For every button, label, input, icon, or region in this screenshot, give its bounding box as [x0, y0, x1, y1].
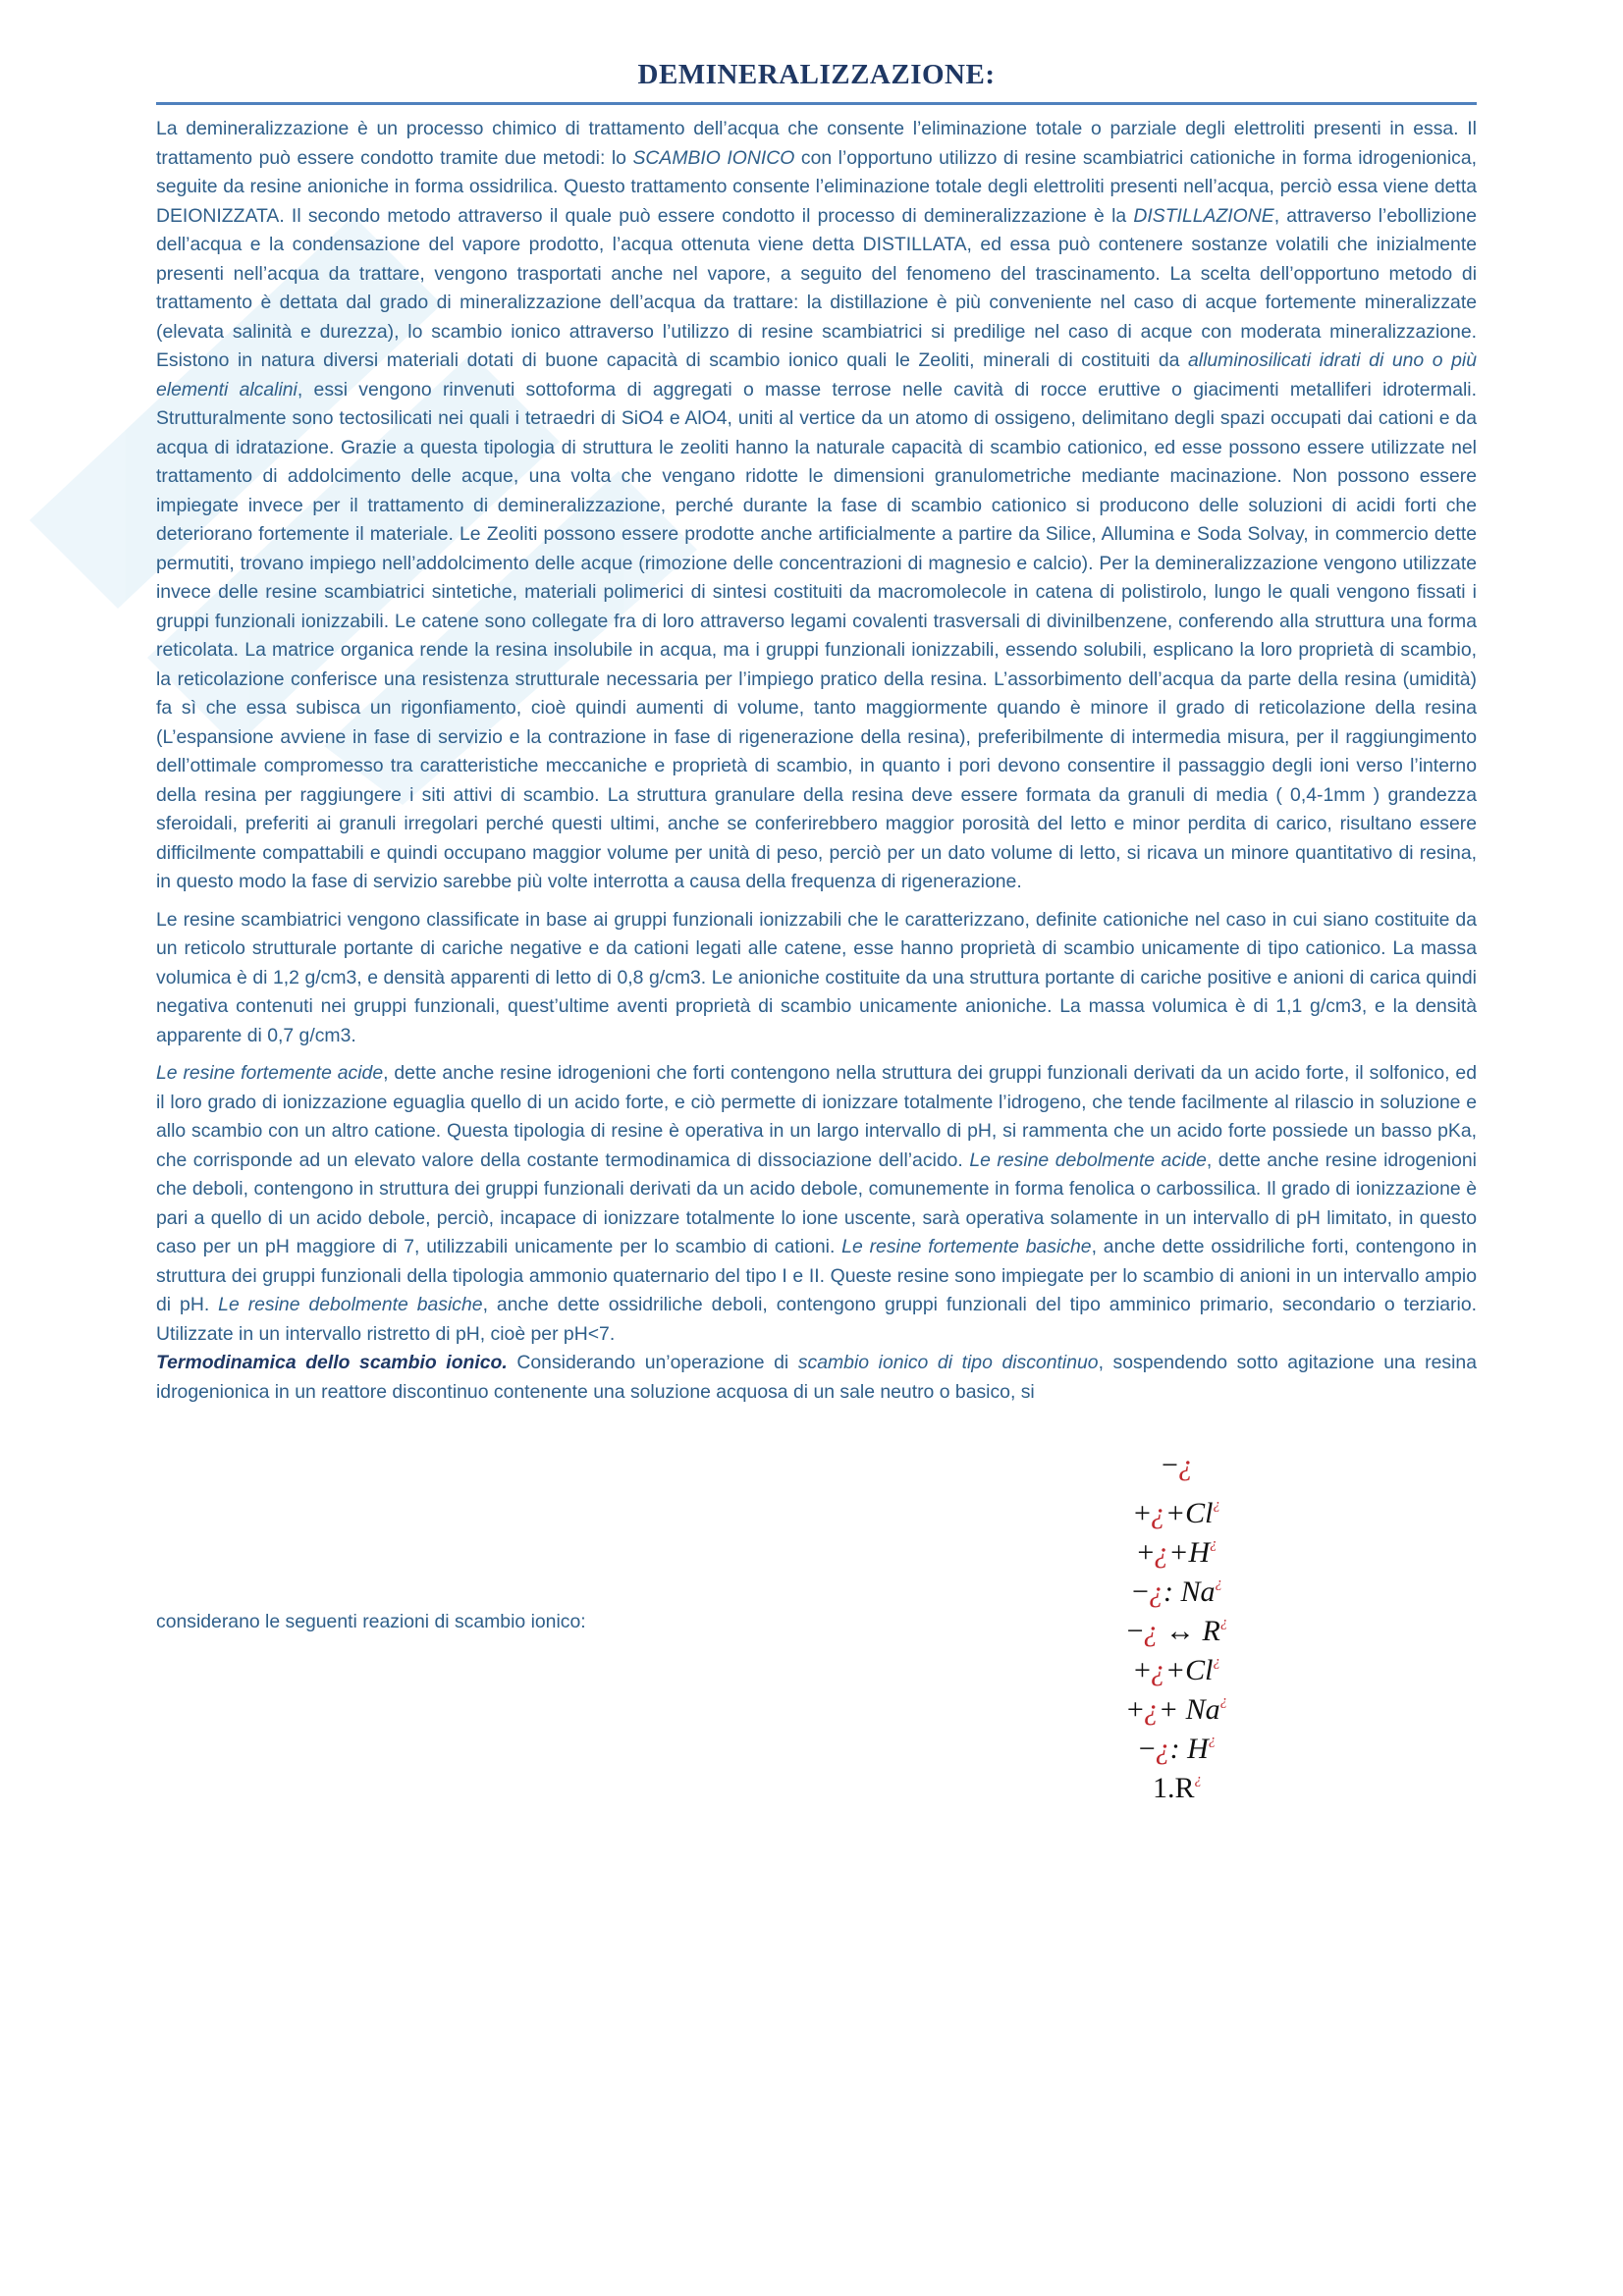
p3-emphasis-debolmente-basiche: Le resine debolmente basiche [218, 1294, 483, 1315]
reaction-section [156, 1446, 1477, 1858]
section-heading-termodinamica: Termodinamica dello scambio ionico. [156, 1352, 508, 1373]
p1-text-a: La demineralizzazione è un processo chimico di trattamento dell’acqua che consente l’eliminazione totale o parziale degli elettroliti presenti in essa. Il trattamento può essere condotto tramite due metodi: lo [156, 118, 1477, 169]
document-page [156, 57, 1477, 1858]
equation-line-3: +¿+H¿ [1137, 1536, 1217, 1569]
p1-emphasis-scambio-ionico: SCAMBIO IONICO [632, 146, 795, 169]
equation-line-2: +¿+Cl¿ [1133, 1497, 1220, 1529]
equation-line-4: −¿: Na¿ [1132, 1575, 1222, 1608]
p4-emphasis-discontinuo: scambio ionico di tipo discontinuo [797, 1352, 1099, 1373]
p3-text-d: , dette anche resine idrogenioni che deboli, contengono in struttura dei gruppi funzionali derivati da un acido debole, comunemente in forma fenolica o carbossilica. Il grado di ionizzazione è pari a quello di un acido debole, perciò, incapace di ionizzare totalmente lo ione uscente, sarà operativa solamente in un intervallo di pH limitato, in questo caso per un pH maggiore di 7, utilizzabili unicamente per lo scambio di cationi. [156, 1148, 1477, 1257]
equation-line-5: −¿ ↔ R¿ [1126, 1615, 1228, 1647]
p3-emphasis-fortemente-basiche: Le resine fortemente basiche [841, 1236, 1092, 1257]
p3-text-h: , anche dette ossidriliche deboli, contengono gruppi funzionali del tipo amminico primario, secondario o terziario. Utilizzate in un intervallo ristretto di pH, cioè per pH<7. [156, 1294, 1477, 1345]
p1-text-g: , essi vengono rinvenuti sottoforma di aggregati o masse terrose nelle cavità di rocce eruttive o giacimenti metalliferi idrotermali. Strutturalmente sono tectosilicati nei quali i tetraedri di SiO4 e AlO4, uniti al vertice da un atomo di ossigeno, delimitano degli spazi occupati dai cationi e da acqua di idratazione. Grazie a questa tipologia di struttura le zeoliti hanno la naturale capacità di scambio cationico, ed esse possono essere utilizzate nel trattamento di addolcimento delle acque, una volta che vengano ridotte le dimensioni granulometriche mediante macinazione. Non possono essere impiegate invece per il trattamento di demineralizzazione, perché durante la fase di scambio cationico si producono delle soluzioni di acidi forti che deteriorano fortemente il materiale. Le Zeoliti possono essere prodotte anche artificialmente a partire da Silice, Allumina e Soda Solvay, in commercio dette permutiti, trovano impiego nell’addolcimento delle acque (rimozione delle concentrazioni di magnesio e calcio). Per la demineralizzazione vengono utilizzate invece delle resine scambiatrici sintetiche, materiali polimerici di sintesi costituiti da macromolecole in catena di polistirolo, lungo le quali vengono fissati i gruppi funzionali ionizzabili. Le catene sono collegate fra di loro attraverso legami covalenti trasversali di divinilbenzene, conferendo alla struttura una forma reticolata. La matrice organica rende la resina insolubile in acqua, ma i gruppi funzionali ionizzabili, essendo solubili, esplicano la loro proprietà di scambio, la reticolazione conferisce una resistenza strutturale necessaria per l’impiego pratico della resina. L’assorbimento dell’acqua da parte della resina (umidità) fa sì che essa subisca un rigonfiamento, cioè quindi aumenti di volume, tanto maggiormente quando è minore il grado di reticolazione della resina (L’espansione avviene in fase di servizio e la contrazione in fase di rigenerazione della resina), preferibilmente di intermedia misura, per il raggiungimento dell’ottimale compromesso tra caratteristiche meccaniche e proprietà di scambio, in quanto i pori devono consentire il passaggio degli ioni verso l’interno della resina per raggiungere i siti attivi di scambio. La struttura granulare della resina deve essere formata da granuli di media ( 0,4-1mm ) grandezza sferoidali, preferiti ai granuli irregolari perché questi ultimi, anche se conferirebbero maggior porosità del letto e minor perdita di carico, risultano essere difficilmente compattabili e quindi occupano maggior volume per unità di peso, perciò per un dato volume di letto, si ricava un minore quantitativo di resina, in questo modo la fase di servizio sarebbe più volte interrotta a causa della frequenza di rigenerazione. [156, 378, 1477, 892]
equation-line-7: +¿+ Na¿ [1126, 1693, 1228, 1726]
p3-text-b: , dette anche resine idrogenioni che forti contengono nella struttura dei gruppi funzionali derivati da un acido forte, il solfonico, ed il loro grado di ionizzazione eguaglia quello di un acido forte, e ciò permette di ionizzare totalmente l’idrogeno, che tende facilmente al rilascio in soluzione e allo scambio con un altro catione. Questa tipologia di resine è operativa in un largo intervallo di pH, si rammenta che un acido forte possiede un basso pKa, che corrisponde ad un elevato valore della costante termodinamica di dissociazione dell’acido. [156, 1062, 1477, 1171]
p3-emphasis-fortemente-acide: Le resine fortemente acide [156, 1062, 384, 1084]
p1-text-c: con l’opportuno utilizzo di resine scambiatrici cationiche in forma idrogenionica, seguite da resine anioniche in forma ossidrilica. Questo trattamento consente l’eliminazione totale degli elettroliti presenti nell’acqua, perciò essa viene detta DEIONIZZATA. Il secondo metodo attraverso il quale può essere condotto il processo di demineralizzazione è la [156, 146, 1477, 227]
p3-text-f: , anche dette ossidriliche forti, contengono in struttura dei gruppi funzionali della tipologia ammonio quaternario del tipo I e II. Queste resine sono impiegate per lo scambio di anioni in un intervallo ampio di pH. [156, 1236, 1477, 1315]
exchange-equation [1020, 1446, 1334, 1804]
p3-emphasis-debolmente-acide: Le resine debolmente acide [969, 1148, 1207, 1171]
title-divider [156, 102, 1477, 105]
p4-text-d: , sospendendo sotto agitazione una resina idrogenionica in un reattore discontinuo contenente una soluzione acquosa di un sale neutro o basico, si [156, 1352, 1477, 1403]
equation-line-6: +¿+Cl¿ [1133, 1654, 1220, 1686]
p1-emphasis-alluminosilicati: alluminosilicati idrati di uno o più elementi alcalini [156, 349, 1477, 400]
p4-text-b: Considerando un’operazione di [507, 1352, 798, 1373]
reaction-label: considerano le seguenti reazioni di scambio ionico: [156, 1611, 586, 1632]
page-title: DEMINERALIZZAZIONE: [637, 59, 996, 90]
equation-line-8: −¿: H¿ [1138, 1733, 1217, 1765]
equation-line-1: −¿ [1162, 1449, 1193, 1481]
p1-emphasis-distillazione: DISTILLAZIONE [1133, 204, 1274, 227]
paragraph-resin-types [156, 1059, 1477, 1349]
p1-text-e: , attraverso l’ebollizione dell’acqua e la condensazione del vapore prodotto, l’acqua ottenuta viene detta DISTILLATA, ed essa può contenere sostanze volatili che inizialmente presenti nell’acqua da trattare, vengono trasportati anche nel vapore, a seguito del fenomeno del trascinamento. La scelta dell’opportuno metodo di trattamento è dettata dal grado di mineralizzazione dell’acqua da trattare: la distillazione è più conveniente nel caso di acque fortemente mineralizzate (elevata salinità e durezza), lo scambio ionico attraverso l’utilizzo di resine scambiatrici si predilige nel caso di acque con moderata mineralizzazione. Esistono in natura diversi materiali dotati di buone capacità di scambio ionico quali le Zeoliti, minerali di costituiti da [156, 204, 1477, 371]
paragraph-thermodynamics [156, 1349, 1477, 1407]
paragraph-classification: Le resine scambiatrici vengono classificate in base ai gruppi funzionali ionizzabili che le caratterizzano, definite cationiche nel caso in cui siano costituite da un reticolo strutturale portante di cariche negative e da cationi legati alle catene, esse hanno proprietà di scambio unicamente di tipo cationico. La massa volumica è di 1,2 g/cm3, e densità apparenti di letto di 0,8 g/cm3. Le anioniche costituite da una struttura portante di cariche positive e anioni di carica quindi negativa contenuti nei gruppi funzionali, quest’ultime aventi proprietà di scambio unicamente anioniche. La massa volumica è di 1,1 g/cm3, e la densità apparente di 0,7 g/cm3. [156, 908, 1477, 1046]
equation-line-9: 1.R¿ [1152, 1772, 1202, 1804]
paragraph-intro [156, 115, 1477, 897]
